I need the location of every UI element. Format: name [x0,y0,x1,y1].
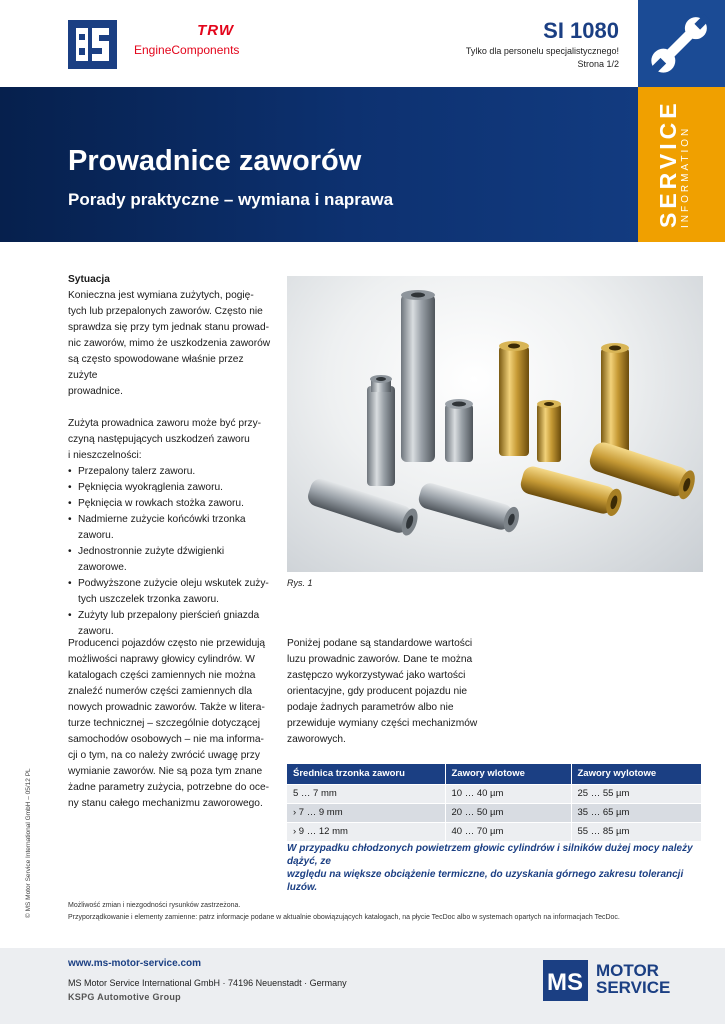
list-item [68,576,273,608]
clearance-table [287,764,702,841]
text-line: • Pęknięcia wyokrąglenia zaworu. [78,482,223,493]
text-line: • Przepalony talerz zaworu. [78,466,196,477]
list-item [68,496,273,512]
text-line: Zużyta prowadnica zaworu może być przy- [68,418,262,429]
service-information-label [655,99,691,228]
column-header: Zawory wylotowe [571,764,702,784]
page-indicator: Strona 1/2 [577,59,619,69]
text-line: Poniżej podane są standardowe wartości [287,638,473,649]
text-line: wymianie zaworów. Nie są poza tym znane [68,766,263,777]
text-line: • Nadmierne zużycie końcówki trzonka [78,514,246,525]
text-line: • Zużyty lub przepalony pierścień gniazda [78,610,260,621]
text-line: Producenci pojazdów często nie przewidują [68,638,266,649]
text-line: znaleźć numerów części zamiennych dla [68,686,253,697]
cause-intro [68,416,273,464]
table-cell: › 9 … 12 mm [287,822,445,841]
text-line: tych lub przepalonych zaworów. Często nie [68,306,263,317]
wrench-icon [638,0,725,87]
text-line: zaworu. [78,530,114,541]
text-line: • Jednostronnie zużyte dźwigienki zaworowe. [78,546,225,573]
table-cell: 20 … 50 µm [445,803,571,822]
text-line: Przyporządkowanie i elementy zamienne: patrz informacje podane w aktualnie obowiązujących katalogach, na płycie TecDoc albo w systemach opartych na informacjach TecDoc. [68,914,620,921]
brand-line: MOTOR [596,961,659,980]
table-header-row [287,764,702,784]
information-word: INFORMATION [680,125,691,228]
text-line: zastępczo wykorzystywać jako wartości [287,670,466,681]
trw-mark: TRW [197,22,234,39]
text-line: zaworu. [78,626,114,637]
high-performance-note [287,842,707,894]
disclaimer [68,900,708,924]
table-cell: › 7 … 9 mm [287,803,445,822]
table-cell: 35 … 65 µm [571,803,702,822]
text-line: żadne parametry zużycia, potrzebne do oce- [68,782,270,793]
damage-list [68,464,273,640]
valve-guides-photo [287,276,703,572]
manufacturer-paragraph [68,636,273,812]
text-line: W przypadku chłodzonych powietrzem głowic cylindrów i silników dużej mocy należy dążyć, ze [287,843,693,867]
side-copyright: © MS Motor Service International GmbH – 05/12 PL [25,768,32,918]
text-line: ny stanu całego mechanizmu zaworowego. [68,798,263,809]
brand-line: SERVICE [596,978,671,997]
text-line: • Pęknięcia w rowkach stożka zaworu. [78,498,244,509]
text-line: sprawdza się przy tym jednak stanu prowad- [68,322,270,333]
text-line: czyną następujących uszkodzeń zaworu [68,434,250,445]
text-line: orientacyjne, gdy producent pojazdu nie [287,686,468,697]
text-line: katalogach części zamiennych nie można [68,670,256,681]
situation-section [68,272,273,640]
page-subtitle: Porady praktyczne – wymiana i naprawa [68,190,394,209]
column-header: Zawory wlotowe [445,764,571,784]
trw-engine-components: EngineComponents [134,43,240,57]
text-line: przewiduje wymiany części mechanizmów [287,718,478,729]
text-line: względu na większe obciążenie termiczne, do uzyskania górnego zakresu tolerancji luzów. [287,869,684,893]
si-number: SI 1080 [543,18,619,43]
list-item [68,464,273,480]
motor-service-wordmark [596,962,670,996]
list-item [68,544,273,576]
page-title: Prowadnice zaworów [68,145,362,177]
text-line: • Podwyższone zużycie oleju wskutek zuży- [78,578,269,589]
header-note [466,45,619,71]
clearance-paragraph [287,636,482,748]
table-cell: 10 … 40 µm [445,784,571,803]
wrench-box [638,0,725,87]
list-item [68,512,273,544]
ks-logo-icon [68,20,117,69]
table-cell: 55 … 85 µm [571,822,702,841]
list-item [68,480,273,496]
text-line: samochodów osobowych – nie ma informa- [68,734,264,745]
situation-heading: Sytuacja [68,274,110,285]
text-line: zaworowych. [287,734,346,745]
column-header: Średnica trzonka zaworu [287,764,445,784]
table-row [287,784,702,803]
table-row [287,822,702,841]
situation-intro [68,288,273,400]
table-cell: 5 … 7 mm [287,784,445,803]
text-line: luzu prowadnic zaworów. Dane te można [287,654,473,665]
website-link[interactable]: www.ms-motor-service.com [68,958,202,969]
group-name: KSPG Automotive Group [68,992,181,1002]
table-cell: 40 … 70 µm [445,822,571,841]
text-line: turze technicznej – szczególnie dotyczącej [68,718,260,729]
text-line: nic zaworów, mimo że uszkodzenia zaworów [68,338,271,349]
title-banner [0,87,638,242]
table-row [287,803,702,822]
text-line: możliwości naprawy głowicy cylindrów. W [68,654,255,665]
text-line: cji o tym, na co należy zwrócić uwagę przy [68,750,260,761]
text-line: i nieszczelności: [68,450,142,461]
text-line: prowadnice. [68,386,123,397]
table-cell: 25 … 55 µm [571,784,702,803]
figure-caption: Rys. 1 [287,578,313,588]
company-address: MS Motor Service International GmbH · 74196 Neuenstadt · Germany [68,978,347,988]
ms-logo-icon [543,960,588,1001]
ms-logo-text: MS [547,969,583,996]
service-word: SERVICE [655,99,681,228]
text-line: podaje żadnych parametrów albo nie [287,702,454,713]
audience-note: Tylko dla personelu specjalistycznego! [465,46,619,56]
text-line: nowych prowadnic zaworów. Także w litera- [68,702,265,713]
text-line: Możliwość zmian i niezgodności rysunków zastrzeżona. [68,902,241,909]
text-line: są często spowodowane właśnie przez zużyte [68,354,244,381]
page-header [0,0,725,87]
trw-logo [134,22,254,57]
text-line: Konieczna jest wymiana zużytych, pogię- [68,290,254,301]
text-line: tych uszczelek trzonka zaworu. [78,594,219,605]
